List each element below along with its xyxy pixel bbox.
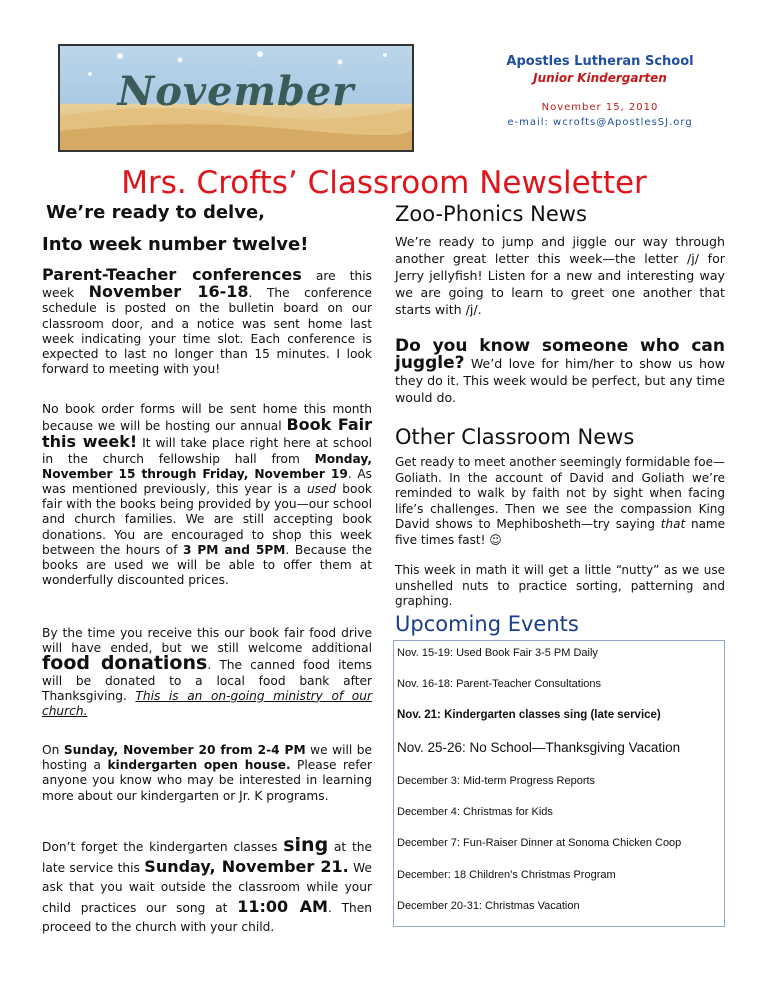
event-item: Nov. 15-19: Used Book Fair 3-5 PM Daily [397, 647, 598, 659]
class-name: Junior Kindergarten [533, 71, 667, 85]
banner-title: November [117, 68, 355, 115]
food-donations-title: food donations [42, 652, 208, 675]
david-goliath-paragraph: Get ready to meet another seemingly formidable foe—Goliath. In the account of David and Goliath we’re reminded to walk by faith not by sight when facing life’s challenges. Then we see the compassion King David shows to Mephibosheth—try saying that name five times fast! ☺ [395, 455, 725, 547]
book-fair-title: Book Fair this week! [42, 415, 372, 452]
juggle-lead: Do you know someone who can juggle? [395, 336, 725, 373]
event-item: December: 18 Children’s Christmas Program [397, 869, 616, 881]
school-name: Apostles Lutheran School [506, 54, 694, 69]
events-list [393, 640, 725, 927]
newsletter-headline: Mrs. Crofts’ Classroom Newsletter [121, 165, 647, 201]
event-item: December 3: Mid-term Progress Reports [397, 775, 596, 787]
juggle-paragraph: Do you know someone who can juggle? We’d love for him/her to show us how they do it. This week would be perfect, but any time would do. [395, 336, 725, 405]
open-house-paragraph: On Sunday, November 20 from 2-4 PM we will be hosting a kindergarten open house. Please refer anyone you know who may be interested in learning more about our kindergarten or Jr. K programs. [42, 743, 373, 803]
intro-line-2: Into week number twelve! [42, 234, 309, 255]
intro-line-1: We’re ready to delve, [46, 202, 266, 223]
book-fair-paragraph: No book order forms will be sent home this month because we will be hosting our annual Book Fair this week! It will take place right here at school in the church fellowship hall from Monday, November 15 through Friday, November 19. As was mentioned previously, this year is a used book fair with the books being provided by you—our school and church families. We are still accepting book donations. You are encouraged to shop this week between the hours of 3 PM and 5PM. Because the books are used we will be able to offer them at wonderfully discounted prices. [42, 402, 373, 588]
math-paragraph: This week in math it will get a little “nutty” as we use unshelled nuts to practice sorting, patterning and graphing. [395, 563, 725, 609]
conferences-dates: November 16-18 [88, 282, 249, 302]
contact-email[interactable]: e-mail: wcrofts@ApostlesSJ.org [507, 117, 693, 128]
event-item: December 4: Christmas for Kids [397, 806, 553, 818]
event-item: Nov. 21: Kindergarten classes sing (late service) [397, 709, 661, 721]
conferences-lead: Parent-Teacher conferences [42, 265, 302, 284]
newsletter-date: November 15, 2010 [541, 102, 659, 113]
sing-title: sing [283, 834, 329, 856]
zoo-phonics-paragraph: We’re ready to jump and jiggle our way through another great letter this week—the letter /j/ for Jerry jellyfish! Listen for a new and interesting way we are going to learn to greet one another that starts with /j/. [395, 234, 725, 317]
event-item: December 20-31: Christmas Vacation [397, 900, 580, 912]
ministry-note: This is an on-going ministry of our church. [42, 688, 372, 719]
sing-paragraph: Don’t forget the kindergarten classes sing at the late service this Sunday, November 21. We ask that you wait outside the classroom while your child practices our song at 11:00 AM. Then proceed to the church with your child. [42, 834, 373, 934]
other-news-heading: Other Classroom News [395, 425, 635, 449]
event-item: December 7: Fun-Raiser Dinner at Sonoma Chicken Coop [397, 837, 682, 849]
november-banner [58, 44, 414, 152]
zoo-phonics-heading: Zoo-Phonics News [395, 202, 587, 226]
event-item: Nov. 25-26: No School—Thanksgiving Vacation [397, 740, 681, 755]
event-item: Nov. 16-18: Parent-Teacher Consultations [397, 678, 602, 690]
food-drive-paragraph: By the time you receive this our book fair food drive will have ended, but we still welcome additional food donations. The canned food items will be donated to a local food bank after Thanksgiving. This is an on-going ministry of our church. [42, 626, 373, 719]
conferences-paragraph: Parent-Teacher conferences are this week November 16-18. The conference schedule is posted on the bulletin board on our classroom door, and a notice was sent home last week indicating your time slot. Each conference is expected to last no longer than 15 minutes. I look forward to meeting with you! [42, 265, 372, 377]
upcoming-events-heading: Upcoming Events [395, 612, 579, 636]
